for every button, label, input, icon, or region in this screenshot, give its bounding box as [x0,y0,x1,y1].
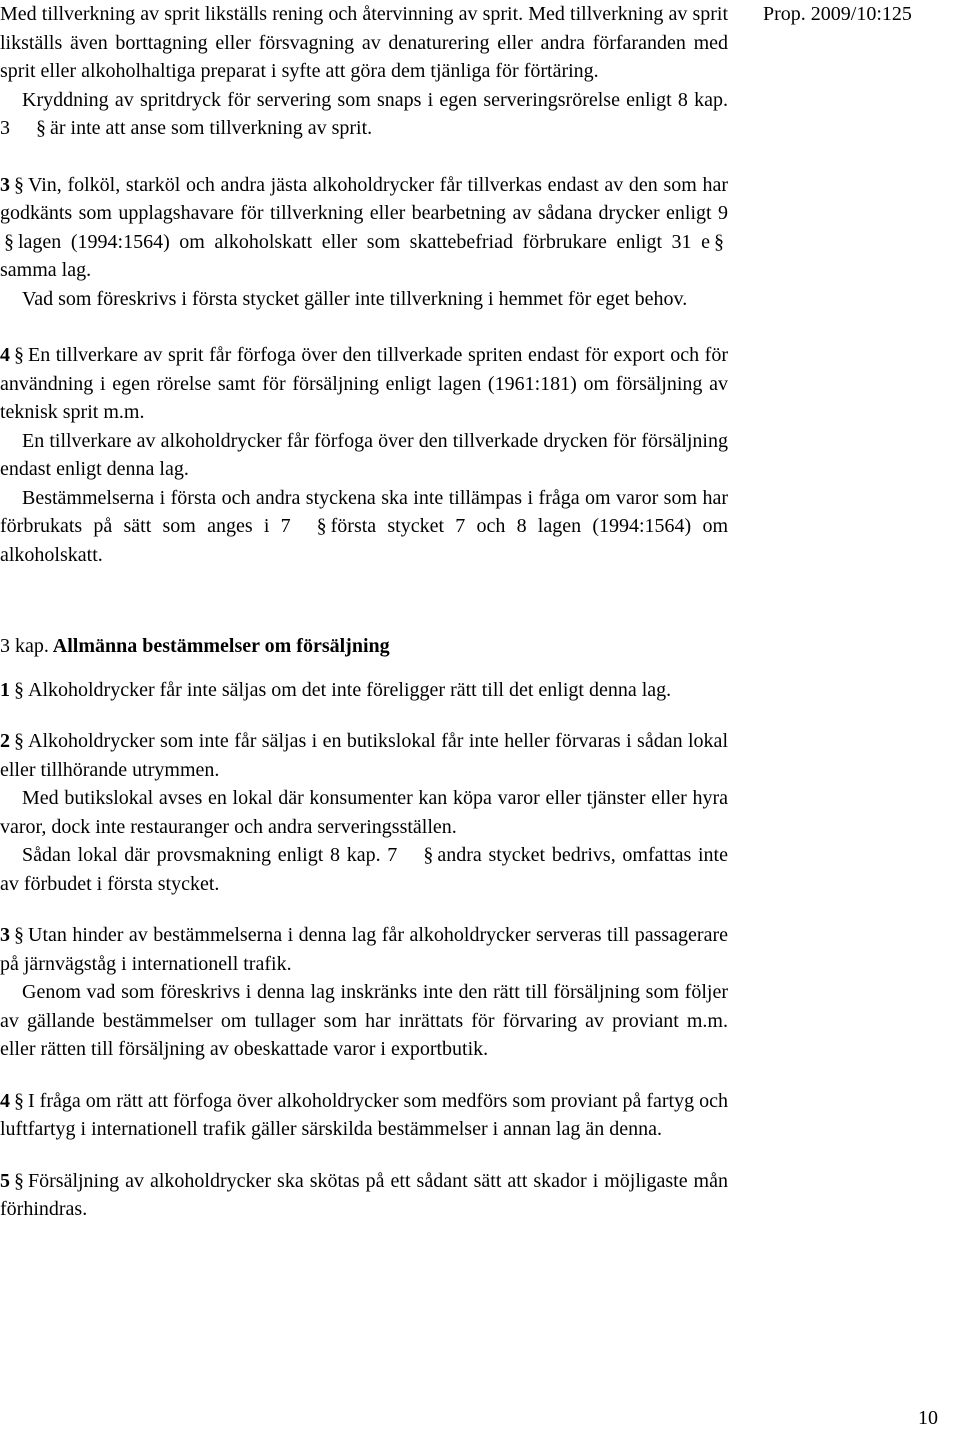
intro-paragraph-2-text-b: är inte att anse som tillverkning av sprit. [50,117,373,139]
section-sign-icon: § [714,230,724,253]
section-number: 5 [0,1169,10,1192]
section-sign-icon: § [14,924,24,946]
chapter-title: Allmänna bestämmelser om försäljning [52,635,390,657]
section-number: 1 [0,678,10,701]
section-sign-icon: § [423,844,434,866]
section-sign-icon: § [4,230,14,253]
section-sign-icon: § [36,117,46,139]
section-number: 3 [0,924,10,946]
section-sign-icon: § [14,173,24,196]
chapter-3-section-3-text-1: Utan hinder av bestämmelserna i denna lag får alkoholdrycker serveras till passagerare på järnvägståg i internationell trafik. [0,924,728,975]
section-sign-icon: § [14,344,24,366]
section-3-text-b: lagen (1994:1564) om alkoholskatt eller som skattebefriad förbrukare enligt 31 e [18,230,710,253]
section-number: 4 [0,344,10,366]
chapter-3-section-2-text-3a: Sådan lokal där provsmakning enligt 8 kap. 7 [22,844,398,866]
section-3-paragraph-1 [0,171,728,285]
section-4-text-3b: första stycket 7 och 8 lagen (1994:1564) om alkoholskatt. [0,515,728,566]
intro-paragraph-2 [0,86,728,143]
chapter-3-section-2-text-3b: andra stycket bedrivs, omfattas inte av förbudet i första stycket. [0,844,728,895]
chapter-3-section-1 [0,676,728,705]
section-3-text-a: Vin, folköl, starköl och andra jästa alkoholdrycker får tillverkas endast av den som har godkänts som upplagshavare för tillverkning eller bearbetning av sådana drycker enligt 9 [0,173,728,224]
section-number: 3 [0,173,10,196]
section-number: 4 [0,1089,10,1112]
chapter-3-section-4-text: I fråga om rätt att förfoga över alkoholdrycker som medförs som proviant på fartyg och luftfartyg i internationell trafik gäller särskilda bestämmelser i annan lag än denna. [0,1089,728,1140]
chapter-3-section-1-text: Alkoholdrycker får inte säljas om det inte föreligger rätt till det enligt denna lag. [28,678,672,701]
section-4-paragraph-2: En tillverkare av alkoholdrycker får förfoga över den tillverkade drycken för försäljning endast enligt denna lag. [0,429,728,480]
intro-paragraph-2-text-a: Kryddning av spritdryck för servering som snaps i egen serveringsrörelse enligt 8 kap. 3 [0,88,728,139]
intro-paragraph-1: Med tillverkning av sprit likställs rening och återvinning av sprit. Med tillverkning av sprit likställs även borttagning eller försvagning av denaturering eller andra förfaranden med sprit eller alkoholhaltiga preparat i syfte att göra dem tjänliga för förtäring. [0,3,728,82]
chapter-heading [0,632,728,661]
chapter-3-section-4 [0,1087,728,1144]
chapter-3-section-3-paragraph-1 [0,921,728,978]
chapter-3-section-2-paragraph-3 [0,841,728,898]
chapter-3-section-2-text-1: Alkoholdrycker som inte får säljas i en butikslokal får inte heller förvaras i sådan lokal eller tillhörande utrymmen. [0,730,728,781]
section-sign-icon: § [14,1169,24,1192]
chapter-3-section-3-paragraph-2: Genom vad som föreskrivs i denna lag inskränks inte den rätt till försäljning som följer av gällande bestämmelser om tullager som har inrättats för förvaring av proviant m.m. eller rätten till försäljning av obeskattade varor i exportbutik. [0,981,728,1060]
chapter-3-section-2-paragraph-1 [0,727,728,784]
section-sign-icon: § [14,1089,24,1112]
section-4-text-3a: Bestämmelserna i första och andra styckena ska inte tillämpas i fråga om varor som har förbrukats på sätt som anges i 7 [0,486,728,537]
section-sign-icon: § [316,515,327,537]
section-4-text-1: En tillverkare av sprit får förfoga över den tillverkade spriten endast för export och för användning i egen rörelse samt för försäljning enligt lagen (1961:181) om försäljning av teknisk sprit m.m. [0,344,728,423]
section-sign-icon: § [14,730,24,752]
proposition-reference: Prop. 2009/10:125 [763,3,912,25]
section-sign-icon: § [14,678,24,701]
chapter-number: 3 kap. [0,635,49,657]
chapter-3-section-5-text: Försäljning av alkoholdrycker ska skötas på ett sådant sätt att skador i möjligaste mån förhindras. [0,1169,728,1220]
section-number: 2 [0,730,10,752]
section-3-text-c: samma lag. [0,259,92,281]
section-3-paragraph-2: Vad som föreskrivs i första stycket gäller inte tillverkning i hemmet för eget behov. [22,287,688,310]
chapter-3-section-5 [0,1167,728,1224]
chapter-3-section-2-paragraph-2: Med butikslokal avses en lokal där konsumenter kan köpa varor eller tjänster eller hyra varor, dock inte restauranger och andra serveringsställen. [0,787,728,838]
section-4-paragraph-3 [0,484,728,570]
page-number: 10 [918,1407,938,1429]
section-4-paragraph-1 [0,341,728,427]
